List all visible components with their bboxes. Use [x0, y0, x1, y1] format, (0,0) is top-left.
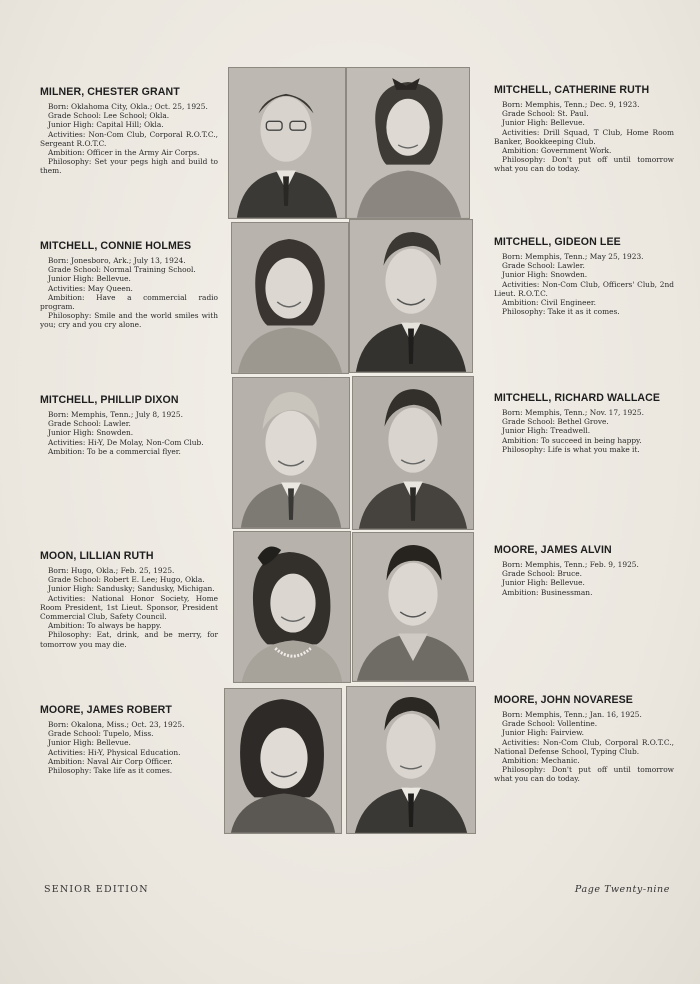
student-junior-high: Junior High: Fairview. — [502, 728, 584, 738]
student-grade-school: Grade School: Normal Training School. — [48, 265, 196, 275]
student-photo — [233, 531, 351, 683]
student-ambition: Ambition: To be a commercial flyer. — [48, 446, 181, 456]
student-entry — [40, 240, 218, 330]
student-activities: Activities: Hi-Y, De Molay, Non-Com Club. — [48, 437, 204, 447]
student-name: MITCHELL, PHILLIP DIXON — [40, 394, 179, 406]
student-activities: Activities: Hi-Y, Physical Education. — [48, 747, 181, 757]
female-portrait-icon — [225, 689, 341, 833]
student-grade-school: Grade School: Bethel Grove. — [502, 417, 609, 427]
student-name: MITCHELL, CATHERINE RUTH — [494, 84, 650, 96]
student-grade-school: Grade School: Bruce. — [502, 569, 582, 579]
student-junior-high: Junior High: Snowden. — [48, 428, 134, 438]
student-grade-school: Grade School: Lawler. — [502, 261, 585, 271]
student-activities: Activities: Non-Com Club, Corporal R.O.T.C., National Defense School, Typing Club. — [494, 737, 674, 756]
student-philosophy: Philosophy: Don't put off until tomorrow what you can do today. — [494, 155, 674, 174]
student-name: MILNER, CHESTER GRANT — [40, 86, 180, 98]
student-grade-school: Grade School: Tupelo, Miss. — [48, 729, 154, 739]
student-ambition: Ambition: Naval Air Corp Officer. — [48, 756, 173, 766]
student-photo — [232, 377, 350, 529]
student-ambition: Ambition: Businessman. — [502, 587, 593, 597]
student-grade-school: Grade School: Lawler. — [48, 419, 131, 429]
student-photo — [352, 376, 474, 530]
student-born: Born: Memphis, Tenn.; Nov. 17, 1925. — [502, 408, 644, 417]
student-activities: Activities: Non-Com Club, Officers' Club, 2nd Lieut. R.O.T.C. — [494, 279, 674, 298]
student-name: MOON, LILLIAN RUTH — [40, 550, 154, 562]
student-junior-high: Junior High: Bellevue. — [502, 578, 585, 588]
footer-edition: SENIOR EDITION — [44, 884, 149, 895]
student-entry — [494, 694, 674, 784]
student-born: Born: Memphis, Tenn.; Dec. 9, 1923. — [502, 100, 640, 109]
male-portrait-icon — [350, 220, 472, 372]
student-philosophy: Philosophy: Life is what you make it. — [502, 444, 640, 454]
student-philosophy: Philosophy: Don't put off until tomorrow what you can do today. — [494, 765, 674, 784]
student-entry — [494, 84, 674, 174]
student-name: MITCHELL, CONNIE HOLMES — [40, 240, 192, 252]
student-born: Born: Memphis, Tenn.; Jan. 16, 1925. — [502, 710, 642, 719]
student-photo — [224, 688, 342, 834]
student-ambition: Ambition: To succeed in being happy. — [502, 435, 642, 445]
student-junior-high: Junior High: Capital Hill; Okla. — [48, 120, 164, 130]
student-junior-high: Junior High: Bellevue. — [48, 738, 131, 748]
student-ambition: Ambition: Have a commercial radio program. — [40, 292, 218, 312]
student-grade-school: Grade School: Lee School; Okla. — [48, 111, 170, 121]
male-portrait-icon — [347, 687, 475, 833]
student-junior-high: Junior High: Bellevue. — [502, 118, 585, 128]
student-entry — [494, 236, 674, 316]
student-junior-high: Junior High: Treadwell. — [502, 426, 591, 436]
student-ambition: Ambition: Mechanic. — [502, 756, 580, 766]
student-entry — [494, 392, 674, 454]
student-activities: Activities: National Honor Society, Home Room President, 1st Lieut. Sponsor, President Commercial Club, Safety Council. — [40, 593, 218, 622]
student-born: Born: Jonesboro, Ark.; July 13, 1924. — [48, 256, 186, 265]
student-junior-high: Junior High: Bellevue. — [48, 274, 131, 284]
student-photo — [349, 219, 473, 373]
student-philosophy: Philosophy: Smile and the world smiles with you; cry and you cry alone. — [40, 311, 218, 330]
student-activities: Activities: Drill Squad, T Club, Home Room Banker, Bookkeeping Club. — [494, 127, 674, 146]
student-born: Born: Oklahoma City, Okla.; Oct. 25, 1925. — [48, 102, 208, 111]
student-name: MOORE, JAMES ALVIN — [494, 544, 612, 556]
male-portrait-icon — [353, 533, 473, 681]
student-entry — [40, 86, 218, 176]
student-born: Born: Okalona, Miss.; Oct. 23, 1925. — [48, 720, 185, 729]
female-portrait-icon — [347, 68, 469, 218]
student-grade-school: Grade School: St. Paul. — [502, 109, 589, 119]
male-portrait-icon — [233, 378, 349, 528]
student-philosophy: Philosophy: Eat, drink, and be merry, for tomorrow you may die. — [40, 630, 218, 649]
student-junior-high: Junior High: Sandusky; Sandusky, Michigan. — [48, 584, 215, 594]
student-photo — [346, 686, 476, 834]
student-grade-school: Grade School: Vollentine. — [502, 719, 598, 729]
student-born: Born: Hugo, Okla.; Feb. 25, 1925. — [48, 566, 175, 575]
male-portrait-icon — [229, 68, 345, 218]
student-entry — [40, 394, 218, 456]
student-grade-school: Grade School: Robert E. Lee; Hugo, Okla. — [48, 575, 205, 585]
student-photo — [231, 222, 349, 374]
student-entry — [40, 550, 218, 649]
student-philosophy: Philosophy: Take life as it comes. — [48, 766, 173, 776]
student-philosophy: Philosophy: Take it as it comes. — [502, 307, 620, 317]
student-born: Born: Memphis, Tenn.; Feb. 9, 1925. — [502, 560, 639, 569]
student-name: MITCHELL, RICHARD WALLACE — [494, 392, 661, 404]
student-entry — [494, 544, 674, 597]
student-entry — [40, 704, 218, 775]
female-portrait-icon — [232, 223, 348, 373]
student-name: MOORE, JAMES ROBERT — [40, 704, 172, 716]
student-activities: Activities: Non-Com Club, Corporal R.O.T.C., Sergeant R.O.T.C. — [40, 129, 218, 148]
student-photo — [228, 67, 346, 219]
student-photo — [352, 532, 474, 682]
male-portrait-icon — [353, 377, 473, 529]
student-born: Born: Memphis, Tenn.; May 25, 1923. — [502, 252, 644, 261]
student-born: Born: Memphis, Tenn.; July 8, 1925. — [48, 410, 183, 419]
student-ambition: Ambition: Civil Engineer. — [502, 298, 596, 308]
student-ambition: Ambition: Officer in the Army Air Corps. — [48, 148, 200, 158]
student-junior-high: Junior High: Snowden. — [502, 270, 588, 280]
student-name: MITCHELL, GIDEON LEE — [494, 236, 621, 248]
student-activities: Activities: May Queen. — [48, 283, 133, 293]
student-philosophy: Philosophy: Set your pegs high and build to them. — [40, 157, 218, 176]
footer-page-number: Page Twenty-nine — [574, 884, 670, 895]
student-name: MOORE, JOHN NOVARESE — [494, 694, 633, 706]
student-ambition: Ambition: To always be happy. — [48, 621, 162, 631]
female-portrait-icon — [234, 532, 350, 682]
student-ambition: Ambition: Government Work. — [502, 146, 612, 156]
student-photo — [346, 67, 470, 219]
